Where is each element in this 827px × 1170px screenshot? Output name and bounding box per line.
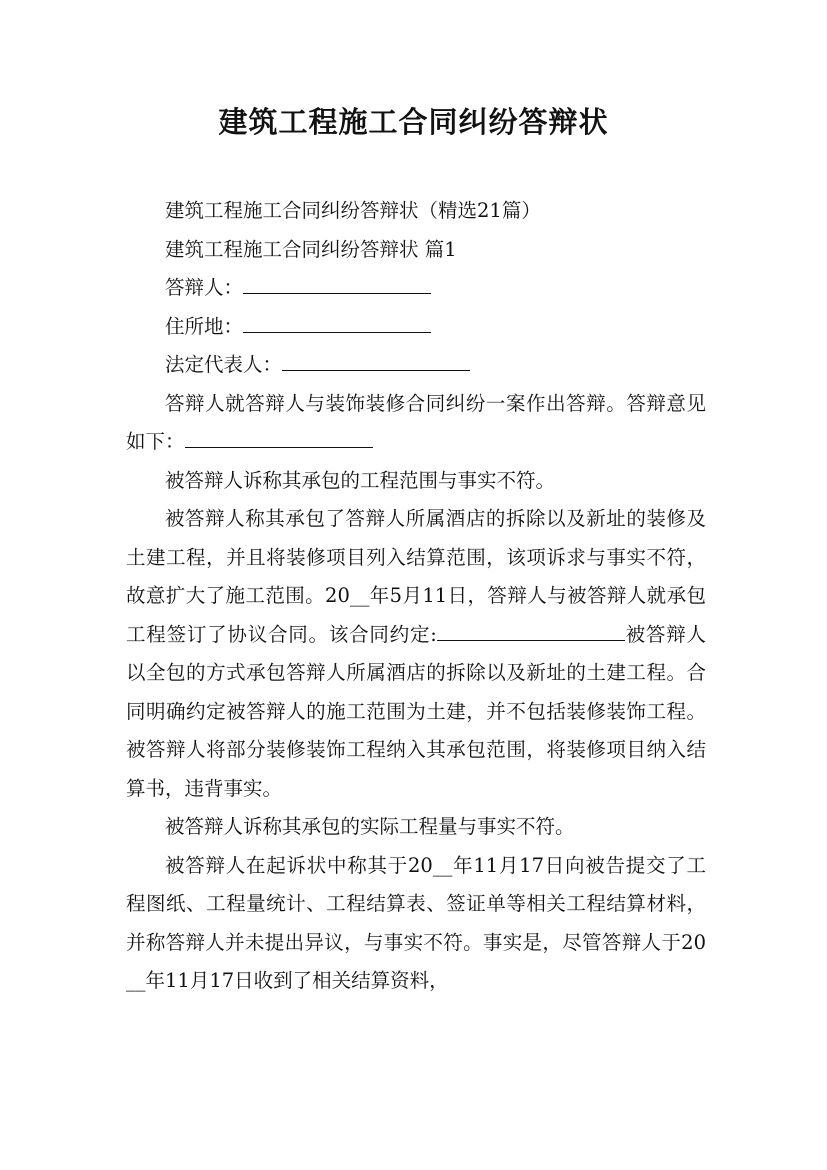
article-heading-paragraph [126, 231, 706, 270]
intro-paragraph [126, 385, 706, 462]
point-1-detail-paragraph [126, 500, 706, 808]
point-2-paragraph [126, 808, 706, 847]
point-2-detail-text: 被答辩人在起诉状中称其于20__年11月17日向被告提交了工程图纸、工程量统计、工程结算表、签证单等相关工程结算材料，并称答辩人并未提出异议，与事实不符。事实是，尽管答辩人于20__年11月17日收到了相关结算资料， [126, 853, 706, 992]
address-line [126, 308, 706, 347]
point-2-detail-paragraph [126, 847, 706, 1001]
legal-rep-label: 法定代表人： [165, 353, 283, 376]
article-heading-text: 建筑工程施工合同纠纷答辩状 篇1 [165, 237, 457, 261]
contract-terms-blank-field [437, 620, 625, 641]
point-1-detail-continued-text: 被答辩人以全包的方式承包答辩人所属酒店的拆除以及新址的土建工程。合同明确约定被答辩人的施工范围为土建，并不包括装修装饰工程。被答辩人将部分装修装饰工程纳入其承包范围，将装修项目纳入结算书，违背事实。 [126, 622, 706, 800]
document-body [126, 192, 706, 1001]
subtitle-text: 建筑工程施工合同纠纷答辩状（精选21篇） [165, 199, 541, 222]
intro-text: 答辩人就答辩人与装饰装修合同纠纷一案作出答辩。答辩意见如下： [126, 391, 706, 453]
address-label: 住所地： [165, 314, 244, 338]
document-title: 建筑工程施工合同纠纷答辩状 [218, 105, 609, 139]
legal-rep-blank-field [282, 350, 470, 371]
point-1-paragraph [126, 462, 706, 501]
respondent-line [126, 269, 706, 308]
address-blank-field [243, 312, 431, 333]
point-2-text: 被答辩人诉称其承包的实际工程量与事实不符。 [165, 815, 575, 838]
point-1-text: 被答辩人诉称其承包的工程范围与事实不符。 [165, 468, 556, 492]
subtitle-paragraph [126, 192, 706, 231]
respondent-label: 答辩人： [165, 276, 244, 299]
intro-blank-field [185, 427, 373, 448]
point-1-detail-text: 被答辩人称其承包了答辩人所属酒店的拆除以及新址的装修及土建工程，并且将装修项目列入结算范围，该项诉求与事实不符，故意扩大了施工范围。20__年5月11日，答辩人与被答辩人就承包工程签订了协议合同。该合同约定: [126, 507, 706, 646]
respondent-blank-field [243, 273, 431, 294]
legal-rep-line [126, 346, 706, 385]
